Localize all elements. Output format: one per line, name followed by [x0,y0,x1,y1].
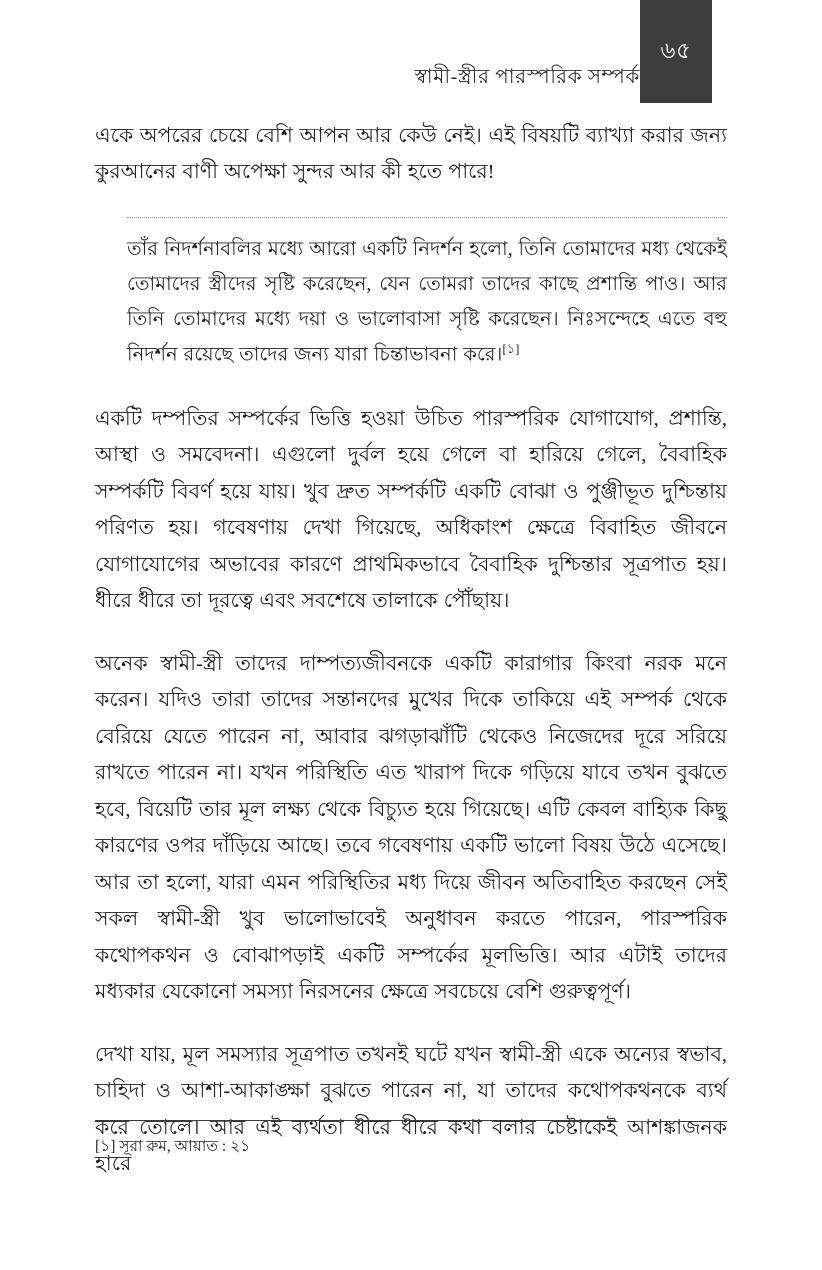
paragraph: দেখা যায়, মূল সমস্যার সূত্রপাত তখনই ঘটে যখন স্বামী-স্ত্রী একে অন্যের স্বভাব, চাহিদা ও আশা-আকাঙ্ক্ষা বুঝতে পারেন না, যা তাদের কথোপকথনকে ব্যর্থ করে তোলে। আর এই ব্যর্থতা ধীরে ধীরে কথা বলার চেষ্টাকেই আশঙ্কাজনক হারে [95,1043,727,1176]
footnote-divider [95,1120,615,1121]
page-number-badge: ৬৫ [640,0,712,103]
quote-block [95,217,727,373]
footnote-marker: [১] [502,341,520,357]
quote-text [127,232,727,373]
quote-divider [127,217,727,218]
paragraph: অনেক স্বামী-স্ত্রী তাদের দাম্পত্যজীবনকে একটি কারাগার কিংবা নরক মনে করেন। যদিও তারা তাদের সন্তানদের মুখের দিকে তাকিয়ে এই সম্পর্ক থেকে বেরিয়ে যেতে পারেন না, আবার ঝগড়াঝাঁটি থেকেও নিজেদের দূরে সরিয়ে রাখতে পারেন না। যখন পরিস্থিতি এত খারাপ দিকে গড়িয়ে যাবে তখন বুঝতে হবে, বিয়েটি তার মূল লক্ষ্য থেকে বিচ্যুত হয়ে গিয়েছে। এটি কেবল বাহ্যিক কিছু কারণের ওপর দাঁড়িয়ে আছে। তবে গবেষণায় একটি ভালো বিষয় উঠে এসেছে। আর তা হলো, যারা এমন পরিস্থিতির মধ্য দিয়ে জীবন অতিবাহিত করছেন সেই সকল স্বামী-স্ত্রী খুব ভালোভাবেই অনুধাবন করতে পারেন, পারস্পরিক কথোপকথন ও বোঝাপড়াই একটি সম্পর্কের মূলভিত্তি। আর এটাই তাদের মধ্যকার যেকোনো সমস্যা নিরসনের ক্ষেত্রে সবচেয়ে বেশি গুরুত্বপূর্ণ। [95,652,727,1004]
quote-body: তাঁর নিদর্শনাবলির মধ্যে আরো একটি নিদর্শন হলো, তিনি তোমাদের মধ্য থেকেই তোমাদের স্ত্রীদের সৃষ্টি করেছেন, যেন তোমরা তাদের কাছে প্রশান্তি পাও। আর তিনি তোমাদের মধ্যে দয়া ও ভালোবাসা সৃষ্টি করেছেন। নিঃসন্দেহে এতে বহু নিদর্শন রয়েছে তাদের জন্য যারা চিন্তাভাবনা করে। [127,238,727,366]
footnote-text: [১] সূরা রুম, আয়াত : ২১ [95,1137,251,1155]
paragraph: একটি দম্পতির সম্পর্কের ভিত্তি হওয়া উচিত পারস্পরিক যোগাযোগ, প্রশান্তি, আস্থা ও সমবেদনা। এগুলো দুর্বল হয়ে গেলে বা হারিয়ে গেলে, বৈবাহিক সম্পর্কটি বিবর্ণ হয়ে যায়। খুব দ্রুত সম্পর্কটি একটি বোঝা ও পুঞ্জীভূত দুশ্চিন্তায় পরিণত হয়। গবেষণায় দেখা গিয়েছে, অধিকাংশ ক্ষেত্রে বিবাহিত জীবনে যোগাযোগের অভাবের কারণে প্রাথমিকভাবে বৈবাহিক দুশ্চিন্তার সূত্রপাত হয়। ধীরে ধীরে তা দূরত্বে এবং সবশেষে তালাকে পৌঁছায়। [95,407,727,613]
page-content [95,118,727,1183]
footnote-area [95,1120,727,1158]
page-header [0,0,822,110]
running-title: স্বামী-স্ত্রীর পারস্পরিক সম্পর্ক [414,66,640,88]
paragraph: একে অপরের চেয়ে বেশি আপন আর কেউ নেই। এই বিষয়টি ব্যাখ্যা করার জন্য কুরআনের বাণী অপেক্ষা সুন্দর আর কী হতে পারে! [95,125,727,184]
